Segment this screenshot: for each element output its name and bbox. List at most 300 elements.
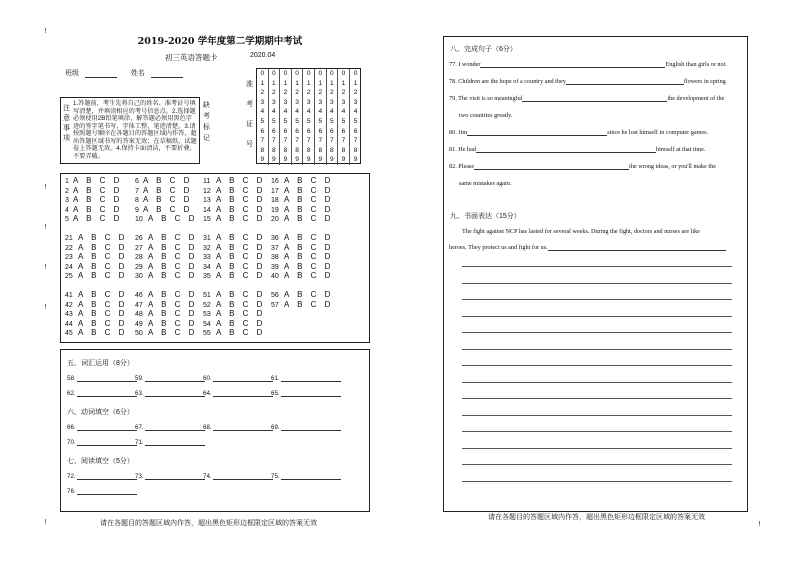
- essay-first-line[interactable]: [548, 244, 726, 251]
- id-digit-bubble[interactable]: 4: [306, 108, 311, 116]
- id-digit-bubble[interactable]: 2: [260, 89, 265, 97]
- question-number: 29: [135, 263, 143, 271]
- question-56[interactable]: [271, 290, 333, 299]
- blank-line[interactable]: [77, 473, 137, 480]
- question-38[interactable]: [271, 252, 333, 261]
- essay-line[interactable]: [462, 464, 732, 465]
- answer-choices[interactable]: A B C D: [78, 328, 128, 337]
- sentence-80-start: 80. Jim: [449, 129, 468, 136]
- id-digit-bubble[interactable]: 7: [330, 137, 334, 145]
- registration-mark: !: [44, 263, 47, 271]
- blank-65[interactable]: [271, 390, 341, 397]
- answer-choices[interactable]: A B C D: [78, 299, 128, 309]
- blank-number: 58.: [67, 375, 76, 382]
- blank-74[interactable]: [203, 473, 273, 480]
- id-digit-bubble[interactable]: 5: [260, 117, 265, 125]
- question-35[interactable]: [203, 271, 265, 280]
- blank-line[interactable]: [213, 375, 273, 382]
- id-digit-bubble[interactable]: 2: [330, 89, 334, 97]
- question-37[interactable]: [271, 243, 333, 252]
- blank-72[interactable]: [67, 473, 137, 480]
- blank-line[interactable]: [145, 439, 205, 446]
- id-digit-bubble[interactable]: 3: [283, 98, 288, 106]
- question-18[interactable]: [271, 195, 333, 204]
- id-digit-bubble[interactable]: 6: [306, 127, 311, 135]
- answer-choices[interactable]: A B C D: [148, 318, 198, 328]
- essay-line[interactable]: [462, 332, 732, 333]
- answer-choices[interactable]: A B C D: [216, 233, 266, 242]
- id-digit-bubble[interactable]: 1: [260, 79, 265, 87]
- question-2[interactable]: [65, 186, 122, 195]
- blank-63[interactable]: [135, 390, 205, 397]
- answer-choices[interactable]: A B C D: [284, 252, 334, 261]
- question-number: 39: [271, 263, 279, 271]
- question-10[interactable]: [135, 214, 197, 223]
- answer-choices[interactable]: A B C D: [78, 252, 128, 261]
- answer-80[interactable]: [467, 129, 607, 136]
- question-13[interactable]: [203, 195, 265, 204]
- question-41[interactable]: [65, 290, 127, 299]
- question-29[interactable]: [135, 262, 197, 271]
- blank-70[interactable]: [67, 439, 137, 446]
- blank-line[interactable]: [281, 424, 341, 431]
- answer-choices[interactable]: A B C D: [284, 185, 334, 195]
- essay-line[interactable]: [462, 349, 732, 350]
- question-12[interactable]: [203, 186, 265, 195]
- blank-line[interactable]: [281, 375, 341, 382]
- answer-choices[interactable]: A B C D: [284, 271, 334, 280]
- id-digit-bubble[interactable]: 8: [341, 146, 346, 154]
- answer-79[interactable]: [522, 95, 667, 102]
- blank-76[interactable]: [67, 488, 137, 495]
- id-digit-bubble[interactable]: 4: [330, 108, 334, 116]
- id-digit-bubble[interactable]: 6: [330, 127, 334, 135]
- essay-line[interactable]: [462, 382, 732, 383]
- question-5[interactable]: [65, 214, 122, 223]
- answer-choices[interactable]: A B C D: [284, 290, 334, 299]
- answer-choices[interactable]: A B C D: [216, 252, 266, 261]
- question-28[interactable]: [135, 252, 197, 261]
- answer-choices[interactable]: A B C D: [284, 176, 334, 185]
- id-digit-bubble[interactable]: 1: [272, 79, 276, 87]
- blank-line[interactable]: [77, 375, 137, 382]
- essay-line[interactable]: [462, 415, 732, 416]
- id-digit-bubble[interactable]: 7: [260, 137, 265, 145]
- sentence-78-start: 78. Children are the hope of a country and they: [449, 78, 566, 85]
- essay-line[interactable]: [462, 448, 732, 449]
- blank-line[interactable]: [281, 473, 341, 480]
- answer-78[interactable]: [566, 78, 684, 85]
- answer-choices[interactable]: A B C D: [216, 261, 266, 271]
- id-digit-bubble[interactable]: 2: [272, 89, 276, 97]
- id-digit-bubble[interactable]: 9: [272, 156, 276, 164]
- blank-line[interactable]: [213, 473, 273, 480]
- question-54[interactable]: [203, 319, 265, 328]
- id-digit-column[interactable]: [315, 69, 327, 165]
- answer-choices[interactable]: A B C D: [143, 176, 193, 185]
- answer-choices[interactable]: A B C D: [284, 261, 334, 271]
- blank-line[interactable]: [77, 488, 137, 495]
- id-digit-bubble[interactable]: 4: [283, 108, 288, 116]
- answer-choices[interactable]: A B C D: [284, 233, 334, 242]
- id-digit-bubble[interactable]: 1: [283, 79, 288, 87]
- essay-line[interactable]: [462, 283, 732, 284]
- id-digit-bubble[interactable]: 8: [330, 146, 334, 154]
- blank-66[interactable]: [67, 424, 137, 431]
- answer-choices[interactable]: A B C D: [73, 185, 123, 195]
- answer-choices[interactable]: A B C D: [148, 233, 198, 242]
- blank-73[interactable]: [135, 473, 205, 480]
- question-46[interactable]: [135, 290, 197, 299]
- id-digit-column[interactable]: [350, 69, 362, 165]
- question-39[interactable]: [271, 262, 333, 271]
- id-digit-bubble[interactable]: 3: [306, 98, 311, 106]
- id-digit-bubble[interactable]: 1: [353, 79, 358, 87]
- id-digit-bubble[interactable]: 5: [341, 117, 346, 125]
- id-digit-bubble[interactable]: 4: [318, 108, 323, 116]
- id-digit-bubble[interactable]: 2: [283, 89, 288, 97]
- question-15[interactable]: [203, 214, 265, 223]
- question-number: 20: [271, 216, 279, 223]
- id-digit-bubble[interactable]: 1: [318, 79, 323, 87]
- id-digit-bubble[interactable]: 5: [306, 117, 311, 125]
- answer-choices[interactable]: A B C D: [284, 299, 334, 309]
- question-30[interactable]: [135, 271, 197, 280]
- blank-line[interactable]: [213, 424, 273, 431]
- question-52[interactable]: [203, 300, 265, 309]
- blank-59[interactable]: [135, 375, 205, 382]
- id-digit-bubble[interactable]: 2: [353, 89, 358, 97]
- answer-choices[interactable]: A B C D: [216, 204, 266, 214]
- blank-line[interactable]: [77, 439, 137, 446]
- question-number: 19: [271, 206, 279, 214]
- id-digit-bubble[interactable]: 8: [353, 146, 358, 154]
- id-digit-column[interactable]: [338, 69, 350, 165]
- id-digit-bubble[interactable]: 0: [260, 70, 265, 77]
- sentence-79: [449, 95, 724, 102]
- answer-82[interactable]: [474, 163, 629, 170]
- answer-choices[interactable]: A B C D: [148, 261, 198, 271]
- question-1[interactable]: [65, 176, 122, 185]
- answer-choices[interactable]: A B C D: [78, 271, 128, 280]
- answer-choices[interactable]: A B C D: [143, 185, 193, 195]
- answer-choices[interactable]: A B C D: [73, 204, 123, 214]
- answer-choices[interactable]: A B C D: [216, 185, 266, 195]
- class-field[interactable]: [85, 77, 117, 78]
- question-44[interactable]: [65, 319, 127, 328]
- id-digit-bubble[interactable]: 6: [318, 127, 323, 135]
- answer-choices[interactable]: A B C D: [78, 242, 128, 252]
- id-digit-bubble[interactable]: 5: [272, 117, 276, 125]
- blank-69[interactable]: [271, 424, 341, 431]
- blank-line[interactable]: [281, 390, 341, 397]
- blank-line[interactable]: [213, 390, 273, 397]
- id-digit-bubble[interactable]: 8: [295, 146, 299, 154]
- question-51[interactable]: [203, 290, 265, 299]
- answer-choices[interactable]: A B C D: [216, 309, 266, 318]
- question-42[interactable]: [65, 300, 127, 309]
- blank-67[interactable]: [135, 424, 205, 431]
- id-digit-bubble[interactable]: 7: [353, 137, 358, 145]
- id-digit-bubble[interactable]: 6: [283, 127, 288, 135]
- blank-line[interactable]: [77, 424, 137, 431]
- id-digit-bubble[interactable]: 0: [283, 70, 288, 77]
- question-14[interactable]: [203, 205, 265, 214]
- id-digit-bubble[interactable]: 9: [283, 156, 288, 164]
- question-40[interactable]: [271, 271, 333, 280]
- blank-number: 69.: [271, 424, 280, 431]
- question-36[interactable]: [271, 233, 333, 242]
- id-digit-bubble[interactable]: 0: [341, 70, 346, 77]
- blank-number: 68.: [203, 424, 212, 431]
- id-digit-bubble[interactable]: 7: [283, 137, 288, 145]
- id-digit-bubble[interactable]: 9: [295, 156, 299, 164]
- question-16[interactable]: [271, 176, 333, 185]
- id-digit-bubble[interactable]: 9: [341, 156, 346, 164]
- answer-choices[interactable]: A B C D: [78, 233, 128, 242]
- answer-choices[interactable]: A B C D: [216, 214, 266, 223]
- question-53[interactable]: [203, 309, 265, 318]
- id-digit-bubble[interactable]: 7: [272, 137, 276, 145]
- id-digit-bubble[interactable]: 6: [272, 127, 276, 135]
- question-8[interactable]: [135, 195, 192, 204]
- question-20[interactable]: [271, 214, 333, 223]
- question-22[interactable]: [65, 243, 127, 252]
- id-digit-bubble[interactable]: 4: [295, 108, 299, 116]
- answer-choices[interactable]: A B C D: [216, 290, 266, 299]
- blank-line[interactable]: [145, 390, 205, 397]
- answer-choices[interactable]: A B C D: [148, 309, 198, 318]
- blank-60[interactable]: [203, 375, 273, 382]
- id-digit-bubble[interactable]: 1: [295, 79, 299, 87]
- answer-choices[interactable]: A B C D: [143, 195, 193, 204]
- fill-in-area: [60, 349, 370, 512]
- id-digit-bubble[interactable]: 5: [295, 117, 299, 125]
- answer-choices[interactable]: A B C D: [284, 204, 334, 214]
- question-number: 22: [65, 244, 73, 252]
- question-11[interactable]: [203, 176, 265, 185]
- id-digit-bubble[interactable]: 8: [283, 146, 288, 154]
- id-digit-bubble[interactable]: 6: [341, 127, 346, 135]
- id-digit-column[interactable]: [257, 69, 269, 165]
- id-digit-bubble[interactable]: 5: [318, 117, 323, 125]
- answer-choices[interactable]: A B C D: [148, 252, 198, 261]
- answer-choices[interactable]: A B C D: [284, 214, 334, 223]
- answer-choices[interactable]: A B C D: [216, 195, 266, 204]
- id-digit-bubble[interactable]: 9: [318, 156, 323, 164]
- id-digit-bubble[interactable]: 7: [306, 137, 311, 145]
- question-31[interactable]: [203, 233, 265, 242]
- question-57[interactable]: [271, 300, 333, 309]
- id-digit-column[interactable]: [327, 69, 339, 165]
- blank-75[interactable]: [271, 473, 341, 480]
- registration-mark: !: [44, 518, 47, 526]
- essay-line[interactable]: [462, 481, 732, 482]
- id-digit-column[interactable]: [292, 69, 304, 165]
- id-digit-column[interactable]: [280, 69, 292, 165]
- blank-line[interactable]: [77, 390, 137, 397]
- answer-choices[interactable]: A B C D: [78, 318, 128, 328]
- answer-81[interactable]: [476, 146, 656, 153]
- section8-title: 八、完成句子（6分）: [450, 46, 517, 53]
- id-digit-bubble[interactable]: 7: [295, 137, 299, 145]
- blank-line[interactable]: [145, 473, 205, 480]
- id-digit-bubble[interactable]: 2: [318, 89, 323, 97]
- question-27[interactable]: [135, 243, 197, 252]
- question-47[interactable]: [135, 300, 197, 309]
- id-digit-bubble[interactable]: 2: [295, 89, 299, 97]
- question-21[interactable]: [65, 233, 127, 242]
- question-7[interactable]: [135, 186, 192, 195]
- blank-68[interactable]: [203, 424, 273, 431]
- question-6[interactable]: [135, 176, 192, 185]
- id-digit-bubble[interactable]: 0: [353, 70, 358, 77]
- answer-choices[interactable]: A B C D: [216, 299, 266, 309]
- id-digit-bubble[interactable]: 1: [330, 79, 334, 87]
- id-digit-bubble[interactable]: 2: [341, 89, 346, 97]
- question-43[interactable]: [65, 309, 127, 318]
- id-digit-bubble[interactable]: 8: [260, 146, 265, 154]
- id-digit-bubble[interactable]: 3: [295, 98, 299, 106]
- id-digit-bubble[interactable]: 9: [353, 156, 358, 164]
- answer-choices[interactable]: A B C D: [216, 328, 266, 337]
- id-digit-bubble[interactable]: 7: [318, 137, 323, 145]
- essay-line[interactable]: [462, 398, 732, 399]
- id-digit-bubble[interactable]: 5: [353, 117, 358, 125]
- question-number: 5: [65, 216, 69, 223]
- id-digit-bubble[interactable]: 0: [318, 70, 323, 77]
- id-digit-bubble[interactable]: 7: [341, 137, 346, 145]
- id-digit-bubble[interactable]: 0: [330, 70, 334, 77]
- answer-choices[interactable]: A B C D: [73, 214, 123, 223]
- question-number: 54: [203, 320, 211, 328]
- answer-choices[interactable]: A B C D: [216, 176, 266, 185]
- id-digit-bubble[interactable]: 0: [272, 70, 276, 77]
- id-digit-bubble[interactable]: 8: [272, 146, 276, 154]
- answer-choices[interactable]: A B C D: [148, 328, 198, 337]
- blank-58[interactable]: [67, 375, 137, 382]
- question-number: 33: [203, 254, 211, 261]
- essay-line[interactable]: [462, 365, 732, 366]
- id-digit-bubble[interactable]: 3: [272, 98, 276, 106]
- question-45[interactable]: [65, 328, 127, 337]
- id-digit-bubble[interactable]: 3: [341, 98, 346, 106]
- answer-choices[interactable]: A B C D: [78, 261, 128, 271]
- blank-62[interactable]: [67, 390, 137, 397]
- question-9[interactable]: [135, 205, 192, 214]
- answer-choices[interactable]: A B C D: [73, 195, 123, 204]
- exam-id-grid[interactable]: [256, 68, 361, 164]
- question-49[interactable]: [135, 319, 197, 328]
- id-digit-bubble[interactable]: 3: [353, 98, 358, 106]
- question-number: 9: [135, 206, 139, 214]
- answer-choices[interactable]: A B C D: [216, 271, 266, 280]
- question-33[interactable]: [203, 252, 265, 261]
- question-50[interactable]: [135, 328, 197, 337]
- blank-64[interactable]: [203, 390, 273, 397]
- blank-line[interactable]: [145, 375, 205, 382]
- id-digit-bubble[interactable]: 3: [260, 98, 265, 106]
- id-digit-bubble[interactable]: 6: [260, 127, 265, 135]
- blank-line[interactable]: [145, 424, 205, 431]
- question-19[interactable]: [271, 205, 333, 214]
- answer-choices[interactable]: A B C D: [78, 309, 128, 318]
- id-digit-bubble[interactable]: 8: [318, 146, 323, 154]
- question-number: 28: [135, 254, 143, 261]
- id-digit-bubble[interactable]: 3: [330, 98, 334, 106]
- answer-choices[interactable]: A B C D: [143, 204, 193, 214]
- essay-line[interactable]: [462, 266, 732, 267]
- id-digit-bubble[interactable]: 1: [341, 79, 346, 87]
- id-digit-bubble[interactable]: 0: [306, 70, 311, 77]
- registration-mark: !: [44, 223, 47, 231]
- id-digit-bubble[interactable]: 5: [330, 117, 334, 125]
- essay-line[interactable]: [462, 299, 732, 300]
- id-digit-bubble[interactable]: 3: [318, 98, 323, 106]
- answer-choices[interactable]: A B C D: [78, 290, 128, 299]
- answer-choices[interactable]: A B C D: [216, 242, 266, 252]
- id-digit-bubble[interactable]: 9: [306, 156, 311, 164]
- id-digit-column[interactable]: [303, 69, 315, 165]
- question-4[interactable]: [65, 205, 122, 214]
- id-digit-bubble[interactable]: 5: [283, 117, 288, 125]
- id-digit-bubble[interactable]: 1: [306, 79, 311, 87]
- essay-line[interactable]: [462, 316, 732, 317]
- id-digit-bubble[interactable]: 9: [330, 156, 334, 164]
- answer-choices[interactable]: A B C D: [284, 242, 334, 252]
- answer-choices[interactable]: A B C D: [148, 242, 198, 252]
- id-digit-bubble[interactable]: 4: [272, 108, 276, 116]
- id-digit-bubble[interactable]: 6: [295, 127, 299, 135]
- question-17[interactable]: [271, 186, 333, 195]
- id-digit-bubble[interactable]: 6: [353, 127, 358, 135]
- registration-mark: !: [44, 27, 47, 35]
- question-number: 4: [65, 206, 69, 214]
- question-55[interactable]: [203, 328, 265, 337]
- name-field[interactable]: [151, 77, 183, 78]
- answer-choices[interactable]: A B C D: [284, 195, 334, 204]
- answer-choices[interactable]: A B C D: [148, 290, 198, 299]
- question-3[interactable]: [65, 195, 122, 204]
- id-digit-bubble[interactable]: 4: [260, 108, 265, 116]
- answer-choices[interactable]: A B C D: [148, 271, 198, 280]
- question-34[interactable]: [203, 262, 265, 271]
- id-digit-column[interactable]: [269, 69, 281, 165]
- answer-choices[interactable]: A B C D: [148, 214, 198, 223]
- id-digit-bubble[interactable]: 4: [341, 108, 346, 116]
- essay-line[interactable]: [462, 431, 732, 432]
- question-25[interactable]: [65, 271, 127, 280]
- question-26[interactable]: [135, 233, 197, 242]
- id-digit-bubble[interactable]: 0: [295, 70, 299, 77]
- answer-choices[interactable]: A B C D: [73, 176, 123, 185]
- question-number: 31: [203, 235, 211, 242]
- question-24[interactable]: [65, 262, 127, 271]
- answer-choices[interactable]: A B C D: [216, 318, 266, 328]
- blank-61[interactable]: [271, 375, 341, 382]
- blank-71[interactable]: [135, 439, 205, 446]
- answer-77[interactable]: [480, 61, 665, 68]
- id-digit-bubble[interactable]: 8: [306, 146, 311, 154]
- id-digit-bubble[interactable]: 9: [260, 156, 265, 164]
- question-32[interactable]: [203, 243, 265, 252]
- id-digit-bubble[interactable]: 4: [353, 108, 358, 116]
- answer-choices[interactable]: A B C D: [148, 299, 198, 309]
- id-digit-bubble[interactable]: 2: [306, 89, 311, 97]
- question-23[interactable]: [65, 252, 127, 261]
- question-48[interactable]: [135, 309, 197, 318]
- sentence-82-end: the wrong ideas, or you'll make the: [629, 163, 716, 170]
